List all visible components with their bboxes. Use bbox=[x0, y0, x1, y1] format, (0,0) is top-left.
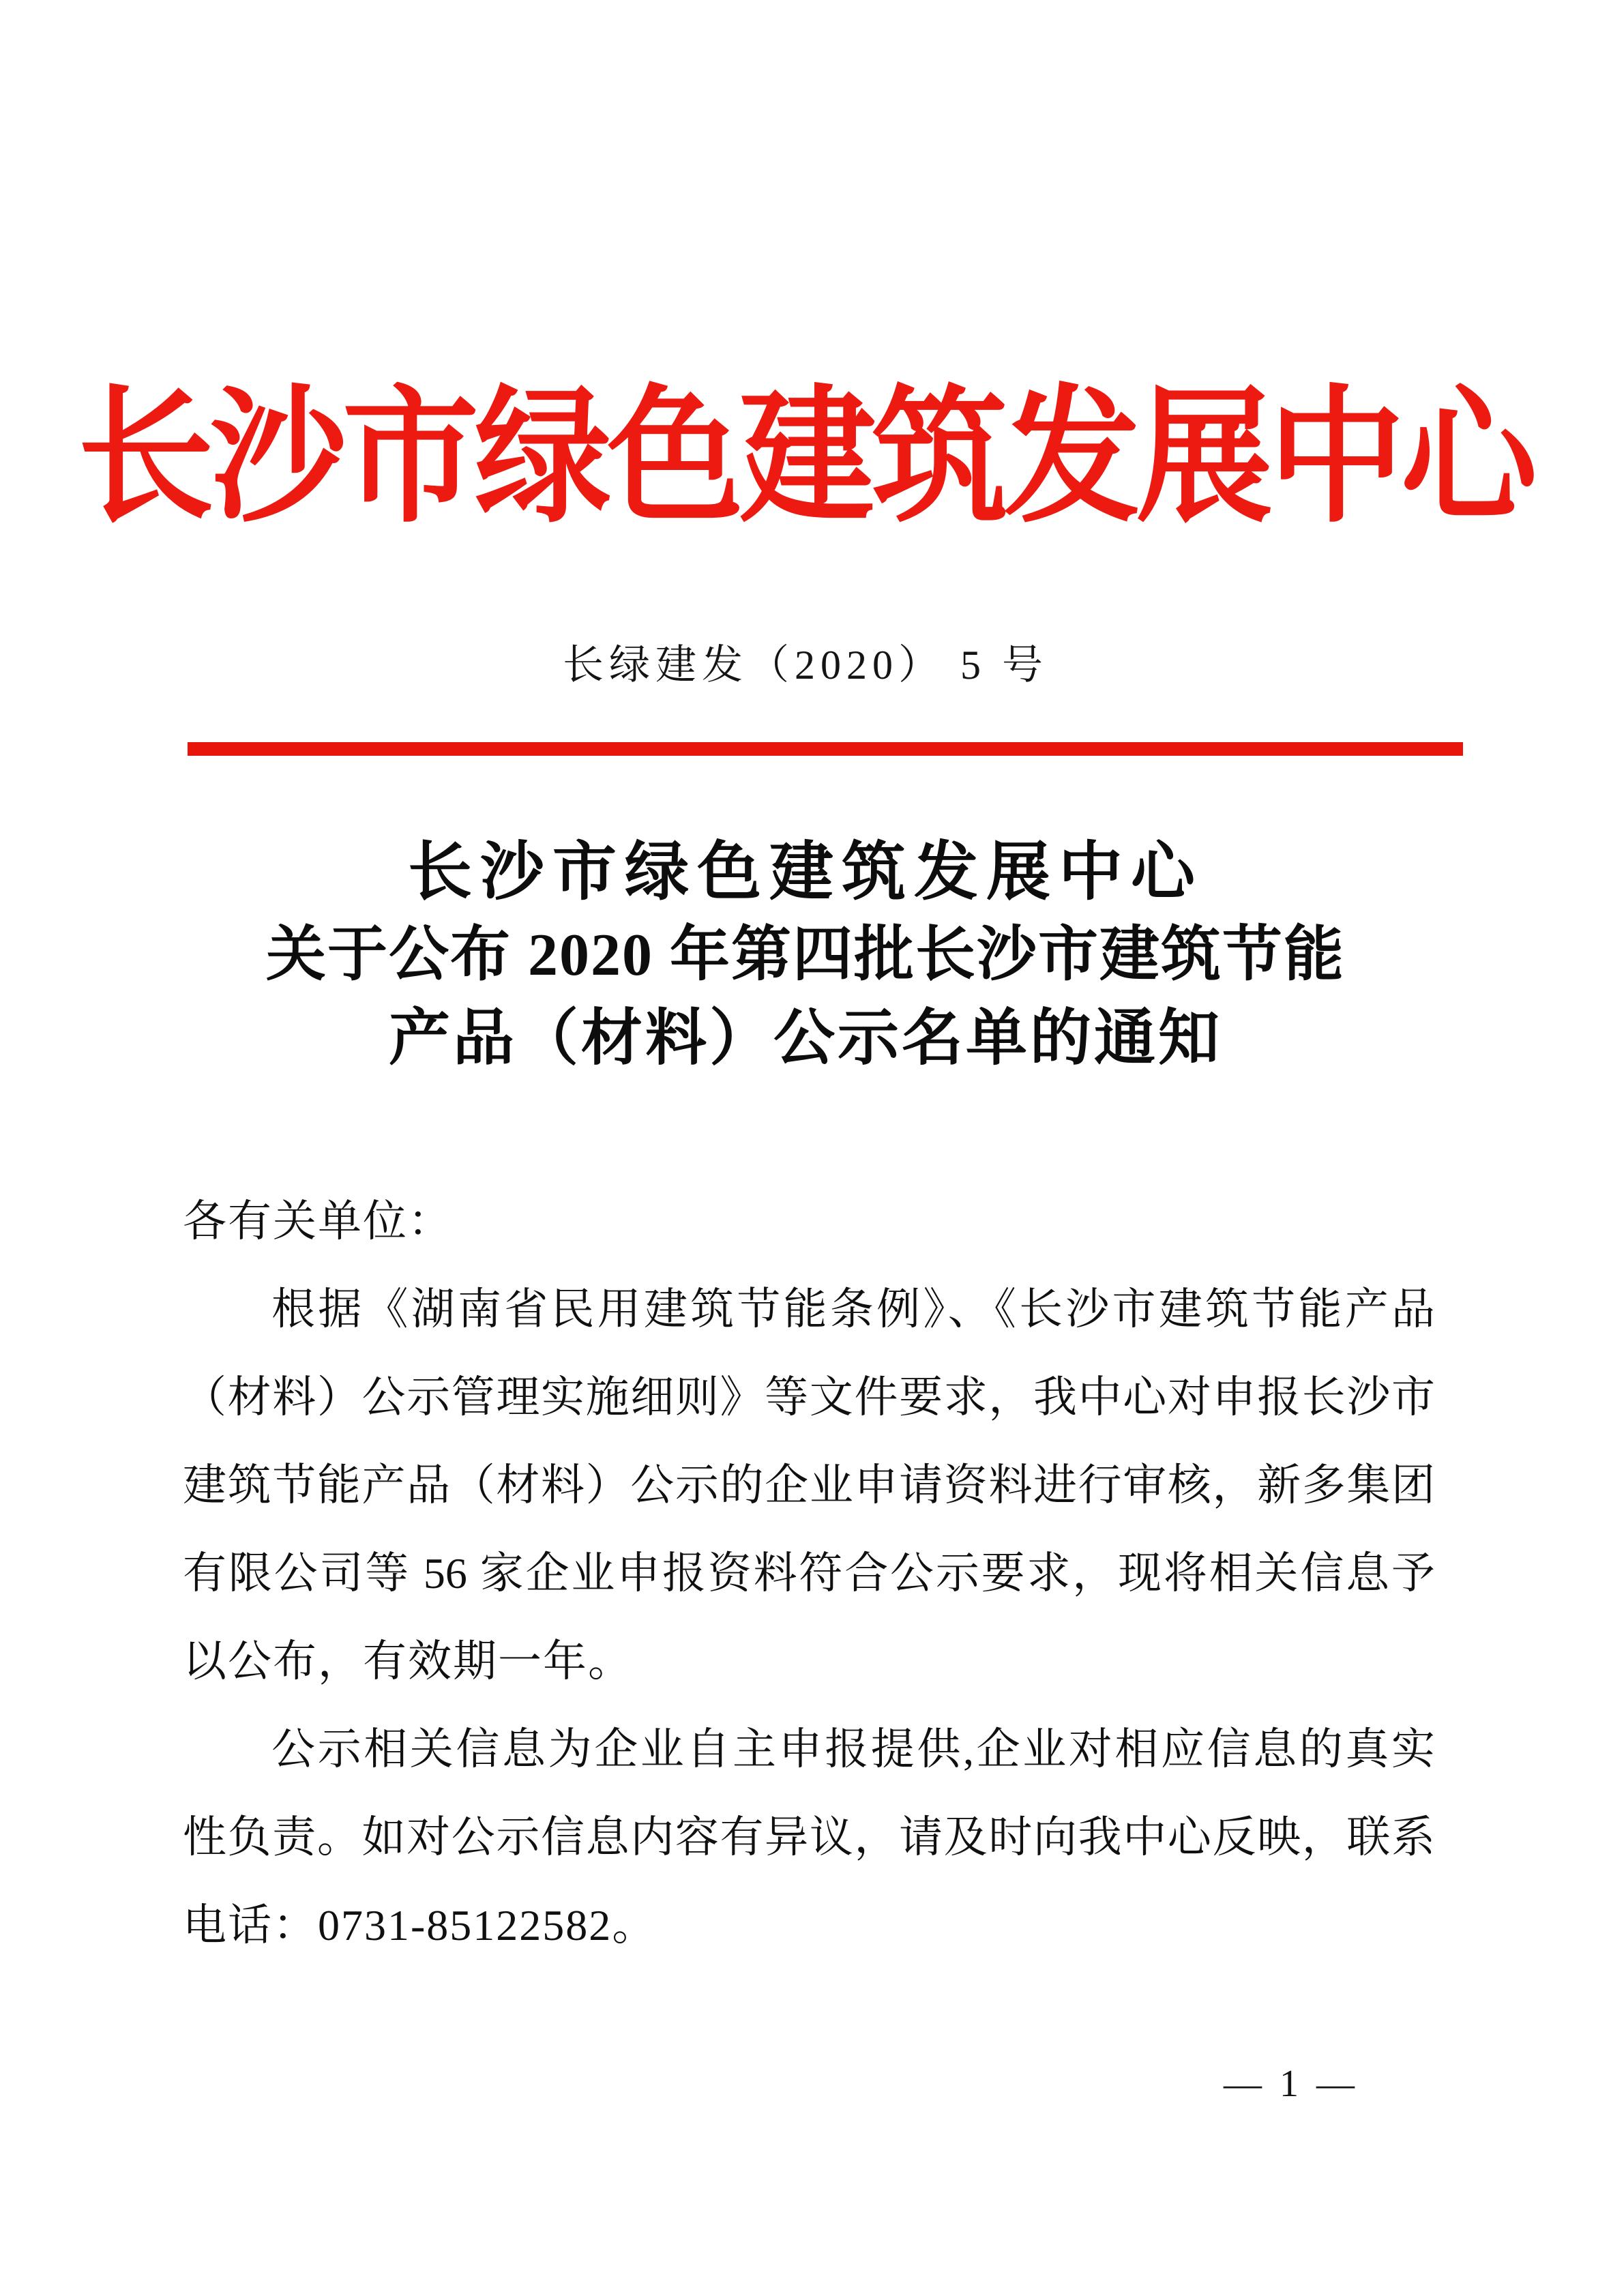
document-body bbox=[183, 1177, 1435, 1969]
doc-number: 长绿建发（2020） 5 号 bbox=[563, 643, 1048, 688]
body-line: 根据《湖南省民用建筑节能条例》、《长沙市建筑节能产品 bbox=[271, 1285, 1435, 1334]
document-title-line-1: 长沙市绿色建筑发展中心 bbox=[407, 837, 1203, 908]
salutation: 各有关单位： bbox=[183, 1197, 453, 1246]
document-title-line-2: 关于公布 2020 年第四批长沙市建筑节能 bbox=[265, 922, 1345, 988]
letterhead-org-title: 长沙市绿色建筑发展中心 bbox=[77, 377, 1533, 541]
body-line: 建筑节能产品（材料）公示的企业申请资料进行审核，新多集团 bbox=[183, 1461, 1435, 1510]
body-line: 有限公司等 56 家企业申报资料符合公示要求，现将相关信息予 bbox=[183, 1549, 1435, 1598]
paragraph-1 bbox=[183, 1265, 1435, 1705]
document-title bbox=[0, 831, 1611, 1080]
body-line: 性负责。如对公示信息内容有异议，请及时向我中心反映，联系 bbox=[183, 1813, 1435, 1861]
body-line: 以公布，有效期一年。 bbox=[183, 1637, 633, 1686]
page-number: — 1 — bbox=[1224, 2063, 1359, 2105]
body-line: 电话：0731-85122582。 bbox=[183, 1901, 657, 1949]
document-title-line-3: 产品（材料）公示名单的通知 bbox=[389, 1005, 1222, 1072]
body-line: （材料）公示管理实施细则》等文件要求，我中心对申报长沙市 bbox=[183, 1373, 1435, 1422]
red-divider-line bbox=[188, 742, 1463, 756]
body-line: 公示相关信息为企业自主申报提供,企业对相应信息的真实 bbox=[271, 1725, 1435, 1773]
paragraph-2 bbox=[183, 1705, 1435, 1969]
